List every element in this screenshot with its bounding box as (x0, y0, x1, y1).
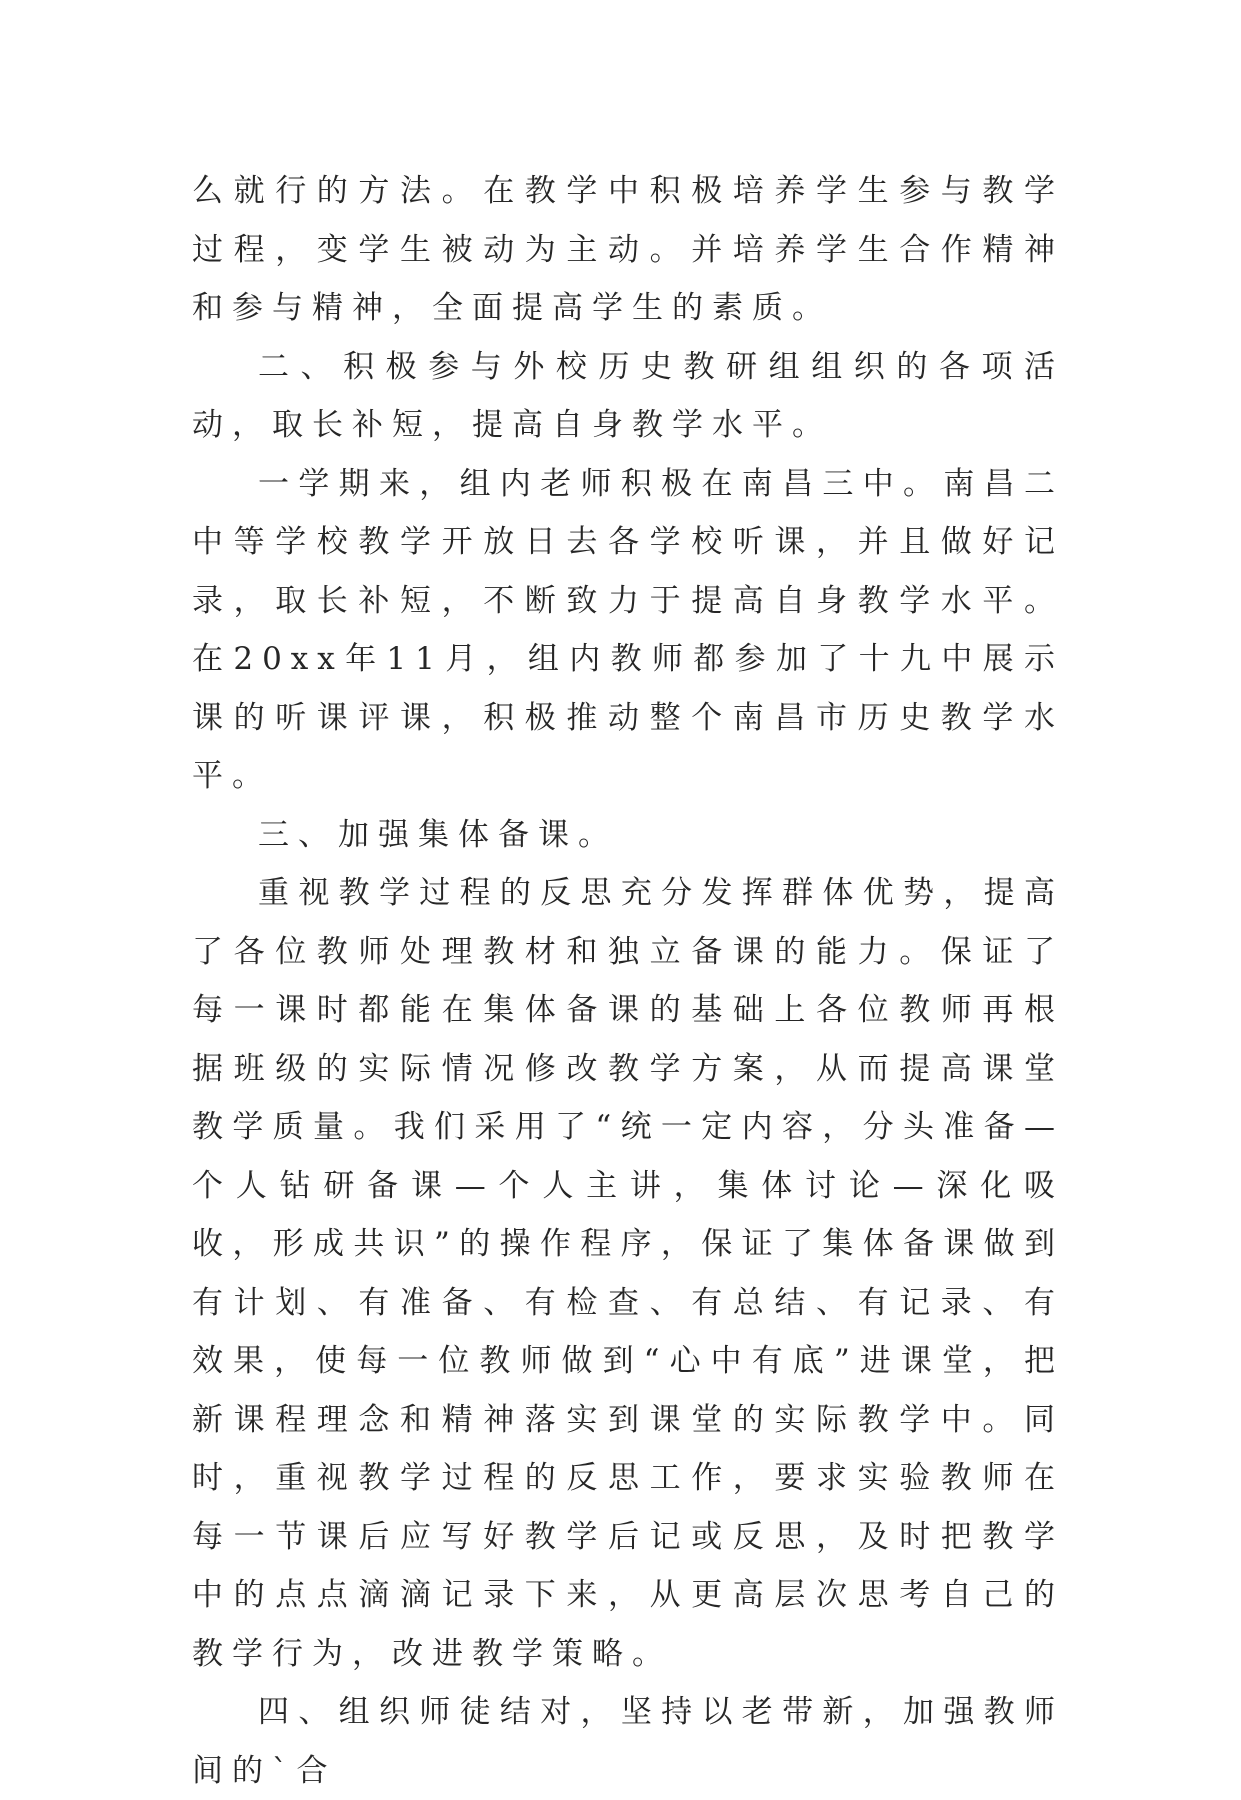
paragraph-4-heading: 三、加强集体备课。 (258, 816, 618, 853)
paragraph-3: 一学期来，组内老师积极在南昌三中。南昌二中等学校教学开放日去各学校听课，并且做好记录，取长补短，不断致力于提高自身教学水平。在20xx年11月，组内教师都参加了十九中展示课的听课评课，积极推动整个南昌市历史教学水平。 (192, 465, 1064, 794)
document-body (192, 162, 1064, 1800)
paragraph-2-heading: 二、积极参与外校历史教研组组织的各项活动，取长补短，提高自身教学水平。 (192, 348, 1064, 443)
paragraph-1: 么就行的方法。在教学中积极培养学生参与教学过程，变学生被动为主动。并培养学生合作精神和参与精神，全面提高学生的素质。 (192, 173, 1064, 326)
paragraph-6-heading: 四、组织师徒结对，坚持以老带新，加强教师间的`合 (192, 1694, 1064, 1789)
paragraph-5: 重视教学过程的反思充分发挥群体优势，提高了各位教师处理教材和独立备课的能力。保证了每一课时都能在集体备课的基础上各位教师再根据班级的实际情况修改教学方案，从而提高课堂教学质量。我们采用了“统一定内容，分头准备—个人钻研备课—个人主讲，集体讨论—深化吸收，形成共识”的操作程序，保证了集体备课做到有计划、有准备、有检查、有总结、有记录、有效果，使每一位教师做到“心中有底”进课堂，把新课程理念和精神落实到课堂的实际教学中。同时，重视教学过程的反思工作，要求实验教师在每一节课后应写好教学后记或反思，及时把教学中的点点滴滴记录下来，从更高层次思考自己的教学行为，改进教学策略。 (192, 875, 1064, 1672)
